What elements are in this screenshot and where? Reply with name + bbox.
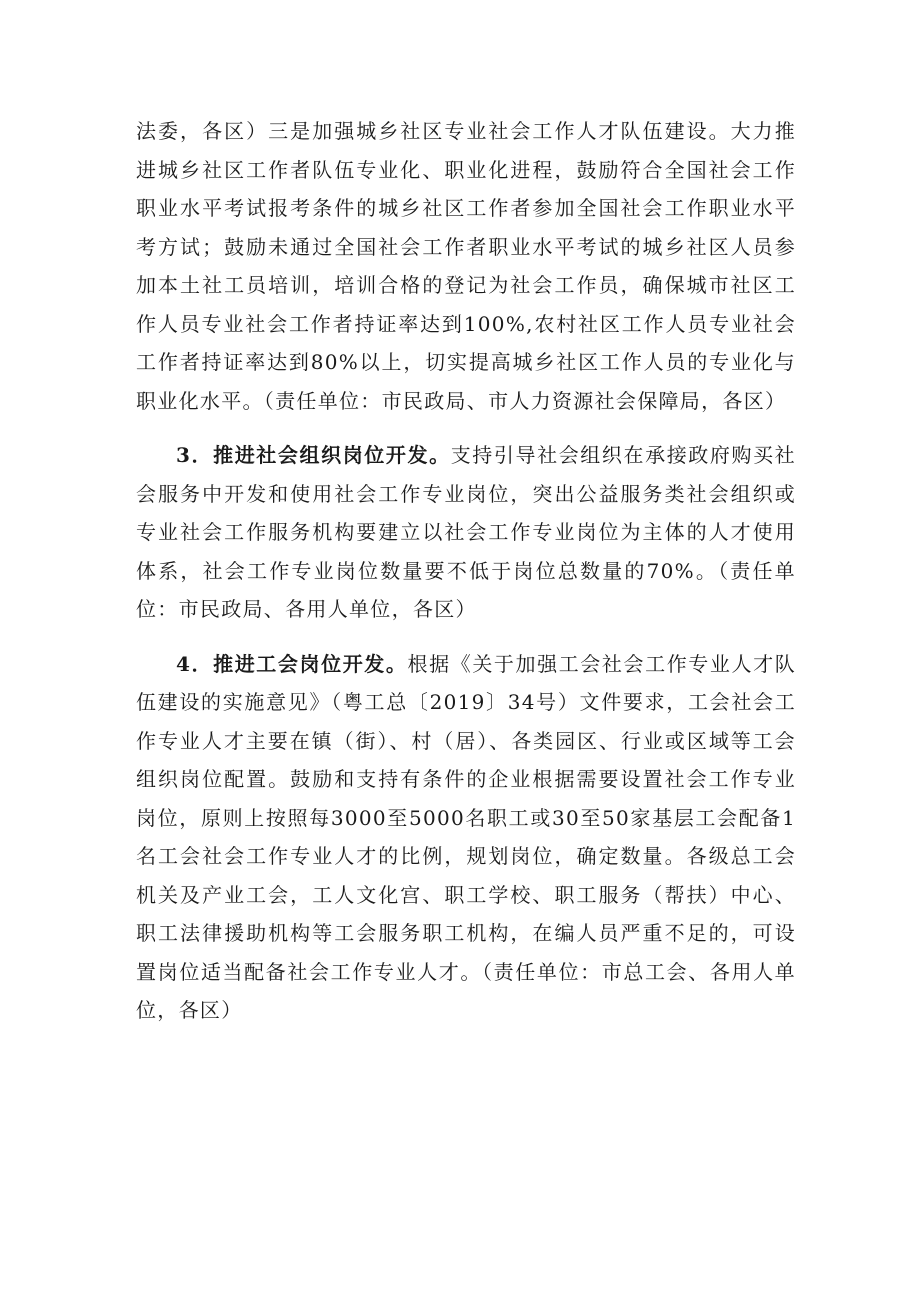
paragraph-union-posts <box>136 645 796 1030</box>
paragraph-social-org-posts <box>136 436 796 629</box>
paragraph-body: 根据《关于加强工会社会工作专业人才队伍建设的实施意见》（粤工总〔2019〕34号）文件要求，工会社会工作专业人才主要在镇（街）、村（居）、各类园区、行业或区域等工会组织岗位配置。鼓励和支持有条件的企业根据需要设置社会工作专业岗位，原则上按照每3000至5000名职工或30至50家基层工会配备1名工会社会工作专业人才的比例，规划岗位，确定数量。各级总工会机关及产业工会，工人文化宫、职工学校、职工服务（帮扶）中心、职工法律援助机构等工会服务职工机构，在编人员严重不足的，可设置岗位适当配备社会工作专业人才。（责任单位：市总工会、各用人单位，各区） <box>136 651 796 1022</box>
document-page <box>136 112 796 1046</box>
paragraph-body: 支持引导社会组织在承接政府购买社会服务中开发和使用社会工作专业岗位，突出公益服务类社会组织或专业社会工作服务机构要建立以社会工作专业岗位为主体的人才使用体系，社会工作专业岗位数量要不低于岗位总数量的70%。（责任单位：市民政局、各用人单位，各区） <box>136 443 796 621</box>
paragraph-heading: 4．推进工会岗位开发。 <box>176 651 408 676</box>
paragraph-community-talent <box>136 112 796 420</box>
paragraph-heading: 3．推进社会组织岗位开发。 <box>176 443 451 467</box>
paragraph-body: 法委，各区）三是加强城乡社区专业社会工作人才队伍建设。大力推进城乡社区工作者队伍专业化、职业化进程，鼓励符合全国社会工作职业水平考试报考条件的城乡社区工作者参加全国社会工作职业水平考方试；鼓励未通过全国社会工作者职业水平考试的城乡社区人员参加本土社工员培训，培训合格的登记为社会工作员，确保城市社区工作人员专业社会工作者持证率达到100%,农村社区工作人员专业社会工作者持证率达到80%以上，切实提高城乡社区工作人员的专业化与职业化水平。（责任单位：市民政局、市人力资源社会保障局，各区） <box>136 119 796 413</box>
